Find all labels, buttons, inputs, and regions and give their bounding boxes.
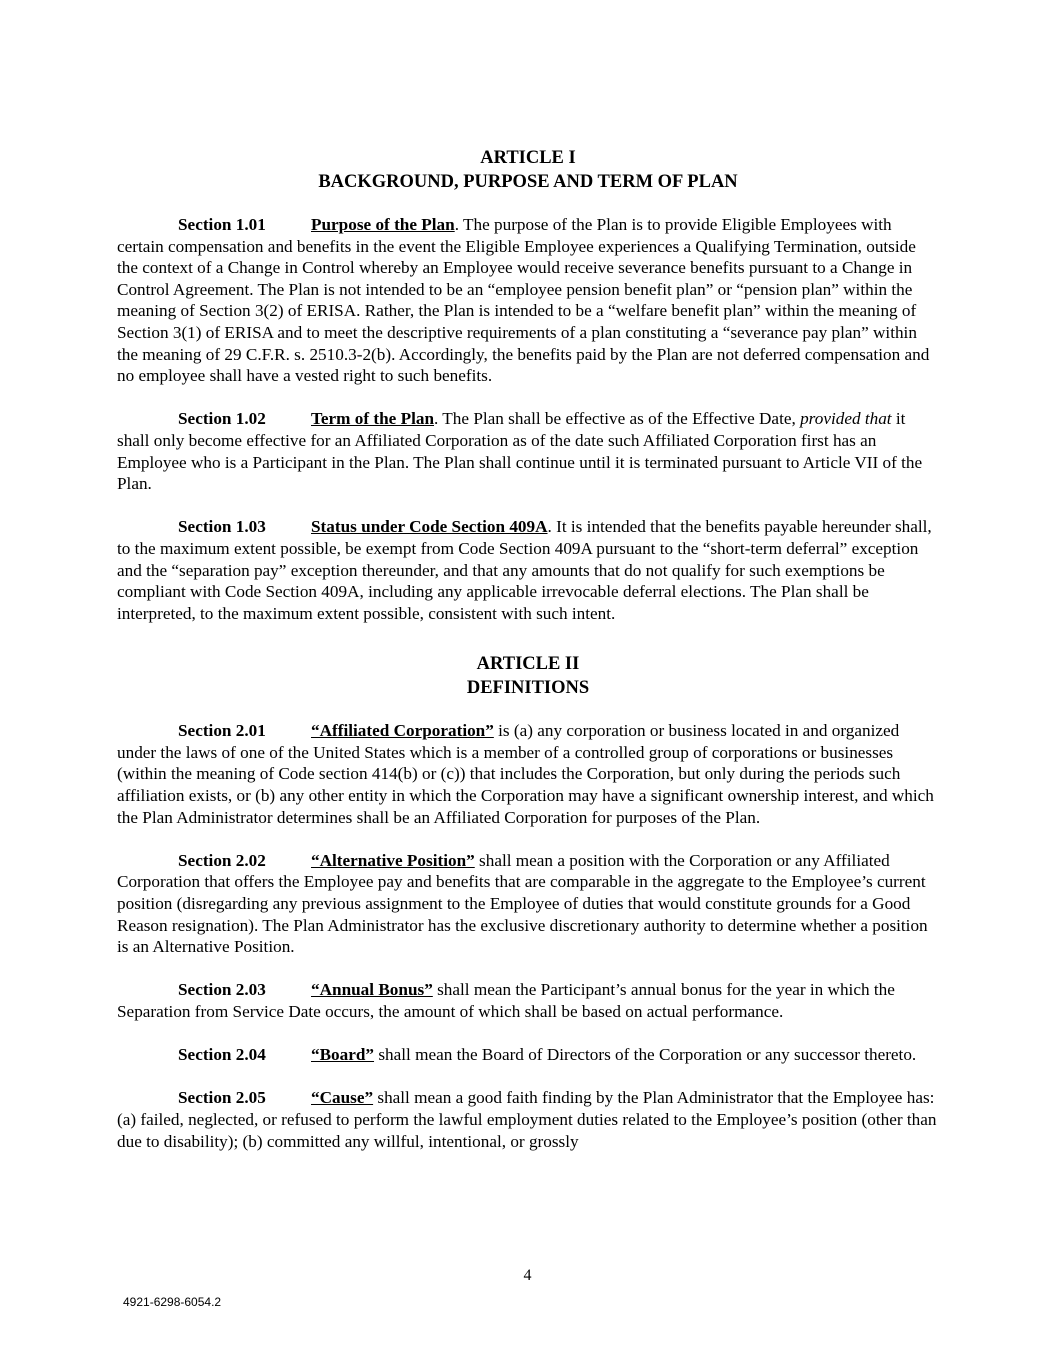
- section-2-02: [117, 850, 939, 958]
- section-body: . The Plan shall be effective as of the Effective Date,: [434, 409, 801, 429]
- section-body: shall mean the Participant’s annual bonus for the year in which the Separation from Service Date occurs, the amount of which shall be based on actual performance.: [117, 980, 895, 1021]
- section-body: shall mean a good faith finding by the Plan Administrator that the Employee has: (a) failed, neglected, or refused to perform the lawful employment duties related to the Employee’s position (other than due to disability); (b) committed any willful, intentional, or grossly: [117, 1088, 937, 1151]
- section-number: Section 2.01: [178, 721, 266, 741]
- article-2-subtitle: DEFINITIONS: [466, 678, 590, 699]
- section-number: Section 1.03: [178, 517, 266, 537]
- article-2-heading: [117, 652, 939, 700]
- article-1-subtitle: BACKGROUND, PURPOSE AND TERM OF PLAN: [318, 172, 738, 192]
- section-title: “Board”: [311, 1045, 375, 1065]
- section-title: Term of the Plan: [311, 409, 435, 429]
- section-2-04: [117, 1044, 939, 1066]
- section-title: Status under Code Section 409A: [311, 517, 548, 537]
- section-title: Purpose of the Plan: [311, 215, 455, 234]
- section-body: shall mean the Board of Directors of the Corporation or any successor thereto.: [374, 1045, 917, 1065]
- article-1-heading: [117, 146, 939, 194]
- section-number: Section 2.05: [178, 1088, 266, 1108]
- document-id: 4921-6298-6054.2: [123, 1295, 222, 1309]
- section-1-02: [117, 408, 939, 494]
- article-2-title: ARTICLE II: [476, 654, 580, 675]
- section-number: Section 1.01: [178, 215, 266, 234]
- section-number: Section 2.02: [178, 850, 266, 870]
- section-title: “Alternative Position”: [311, 850, 475, 870]
- section-1-01: [117, 214, 939, 387]
- section-body-italic: provided that: [800, 409, 892, 429]
- section-title: “Affiliated Corporation”: [311, 721, 494, 741]
- section-2-05: [117, 1087, 939, 1152]
- section-body: is (a) any corporation or business located in and organized under the laws of one of the United States which is a member of a controlled group of corporations or businesses (within the meaning of Code section 414(b) or (c)) that includes the Corporation, but only during the periods such affiliation exists, or (b) any other entity in which the Corporation may have a significant ownership interest, and which the Plan Administrator determines shall be an Affiliated Corporation for purposes of the Plan.: [117, 721, 934, 827]
- page-number: 4: [523, 1267, 532, 1284]
- section-title: “Annual Bonus”: [311, 980, 433, 1000]
- section-2-01: [117, 720, 939, 828]
- section-title: “Cause”: [311, 1088, 374, 1108]
- section-body: . It is intended that the benefits payable hereunder shall, to the maximum extent possible, be exempt from Code Section 409A pursuant to the “short-term deferral” exception and the “separation pay” exception thereunder, and that any amounts that do not qualify for such exemptions be compliant with Code Section 409A, including any applicable irrevocable deferral elections. The Plan shall be interpreted, to the maximum extent possible, consistent with such intent.: [117, 517, 932, 623]
- section-number: Section 1.02: [178, 409, 266, 429]
- section-body: shall mean a position with the Corporation or any Affiliated Corporation that offers the Employee pay and benefits that are comparable in the aggregate to the Employee’s current position (disregarding any previous assignment to the Employee of duties that would constitute grounds for a Good Reason resignation). The Plan Administrator has the exclusive discretionary authority to determine whether a position is an Alternative Position.: [117, 850, 928, 957]
- section-body: . The purpose of the Plan is to provide Eligible Employees with certain compensation and benefits in the event the Eligible Employee experiences a Qualifying Termination, outside the context of a Change in Control whereby an Employee would receive severance benefits pursuant to a Change in Control Agreement. The Plan is not intended to be an “employee pension benefit plan” or “pension plan” within the meaning of Section 3(2) of ERISA. Rather, the Plan is intended to be a “welfare benefit plan” within the meaning of Section 3(1) of ERISA and to meet the descriptive requirements of a plan constituting a “severance pay plan” within the meaning of 29 C.F.R. s. 2510.3-2(b). Accordingly, the benefits paid by the Plan are not deferred compensation and no employee shall have a vested right to such benefits.: [117, 215, 930, 386]
- section-number: Section 2.04: [178, 1045, 266, 1065]
- section-body: it shall only become effective for an Affiliated Corporation as of the date such Affiliated Corporation first has an Employee who is a Participant in the Plan. The Plan shall continue until it is terminated pursuant to Article VII of the Plan.: [117, 409, 923, 494]
- document-page: [117, 146, 939, 1174]
- section-1-03: [117, 516, 939, 624]
- article-1-title: ARTICLE I: [480, 148, 576, 168]
- section-number: Section 2.03: [178, 980, 266, 1000]
- section-2-03: [117, 979, 939, 1022]
